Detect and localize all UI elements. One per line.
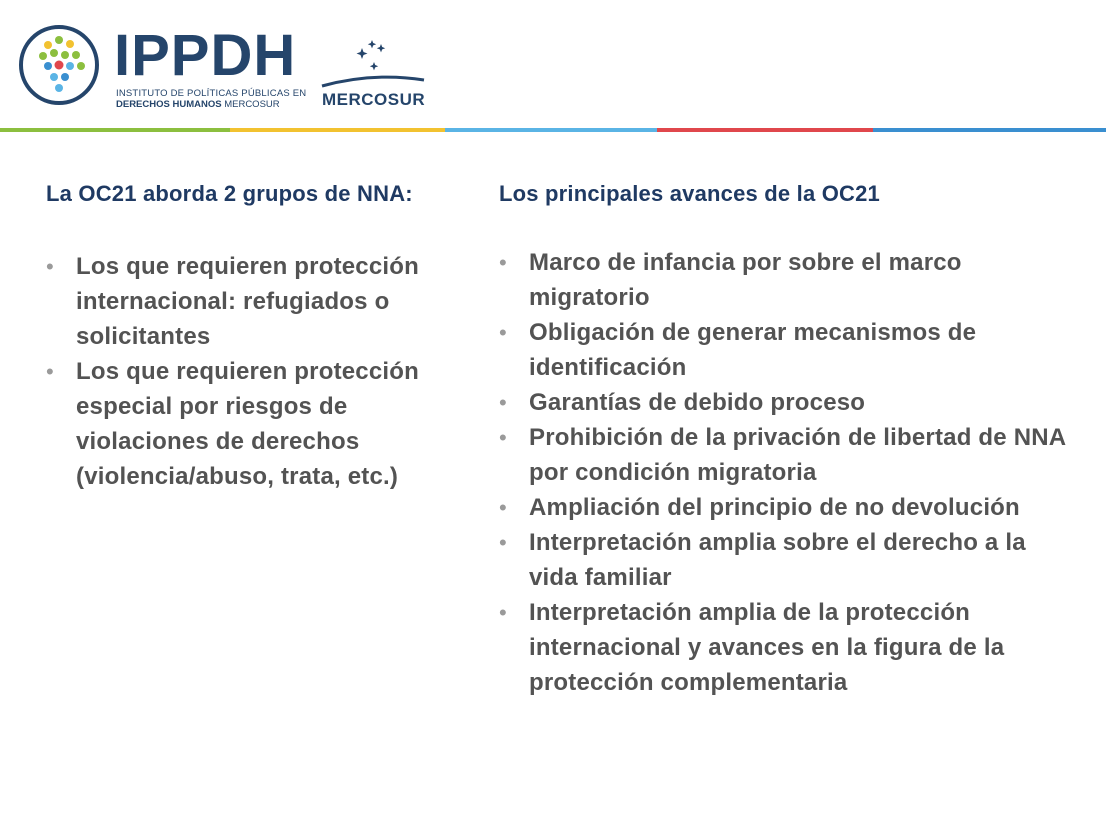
- bullet-icon: •: [499, 600, 507, 625]
- ippdh-logo-subtitle-bold: DERECHOS HUMANOS: [116, 99, 222, 110]
- list-item-text: Obligación de generar mecanismos de identificación: [529, 319, 977, 381]
- color-bar-segment: [873, 128, 1106, 132]
- mercosur-logo-text: MERCOSUR: [322, 90, 426, 109]
- color-bar-segment: [657, 128, 873, 132]
- header: [0, 0, 1106, 132]
- ippdh-logo-subtitle-2: [116, 99, 280, 110]
- list-item: [499, 420, 1079, 490]
- color-bar-segment: [445, 128, 657, 132]
- list-item: [499, 385, 1079, 420]
- bullet-icon: •: [499, 250, 507, 275]
- left-column: [46, 176, 456, 494]
- list-item-text: Prohibición de la privación de libertad de NNA por condición migratoria: [529, 424, 1066, 486]
- list-item-text: Marco de infancia por sobre el marco migratorio: [529, 249, 962, 311]
- ippdh-logo-text: IPPDH: [114, 23, 297, 88]
- left-bullet-list: [46, 249, 456, 494]
- ippdh-logo-subtitle: INSTITUTO DE POLÍTICAS PÚBLICAS EN: [116, 88, 307, 99]
- header-color-bar: [0, 128, 1106, 132]
- list-item-text: Interpretación amplia de la protección internacional y avances en la figura de la protección complementaria: [529, 599, 1005, 696]
- left-heading: La OC21 aborda 2 grupos de NNA:: [46, 181, 413, 206]
- list-item-text: Interpretación amplia sobre el derecho a la vida familiar: [529, 529, 1026, 591]
- bullet-icon: •: [46, 359, 54, 384]
- bullet-icon: •: [499, 390, 507, 415]
- list-item: [46, 354, 456, 494]
- list-item: [499, 525, 1079, 595]
- list-item-text: Los que requieren protección internacional: refugiados o solicitantes: [76, 253, 419, 350]
- color-bar-segment: [230, 128, 445, 132]
- bullet-icon: •: [499, 425, 507, 450]
- list-item: [499, 315, 1079, 385]
- bullet-icon: •: [499, 495, 507, 520]
- bullet-icon: •: [499, 530, 507, 555]
- list-item: [46, 249, 456, 354]
- list-item: [499, 245, 1079, 315]
- right-bullet-list: [499, 245, 1079, 700]
- right-heading: Los principales avances de la OC21: [499, 181, 880, 206]
- mercosur-stars-icon: [318, 30, 428, 90]
- ippdh-logo-subtitle-rest: MERCOSUR: [224, 99, 280, 110]
- color-bar-segment: [0, 128, 230, 132]
- right-column: [499, 176, 1079, 700]
- ippdh-logo-icon: [18, 24, 100, 106]
- bullet-icon: •: [499, 320, 507, 345]
- bullet-icon: •: [46, 254, 54, 279]
- list-item-text: Los que requieren protección especial por riesgos de violaciones de derechos (violencia/abuso, trata, etc.): [76, 358, 419, 490]
- list-item: [499, 595, 1079, 700]
- list-item: [499, 490, 1079, 525]
- list-item-text: Ampliación del principio de no devolución: [529, 494, 1020, 521]
- list-item-text: Garantías de debido proceso: [529, 389, 866, 416]
